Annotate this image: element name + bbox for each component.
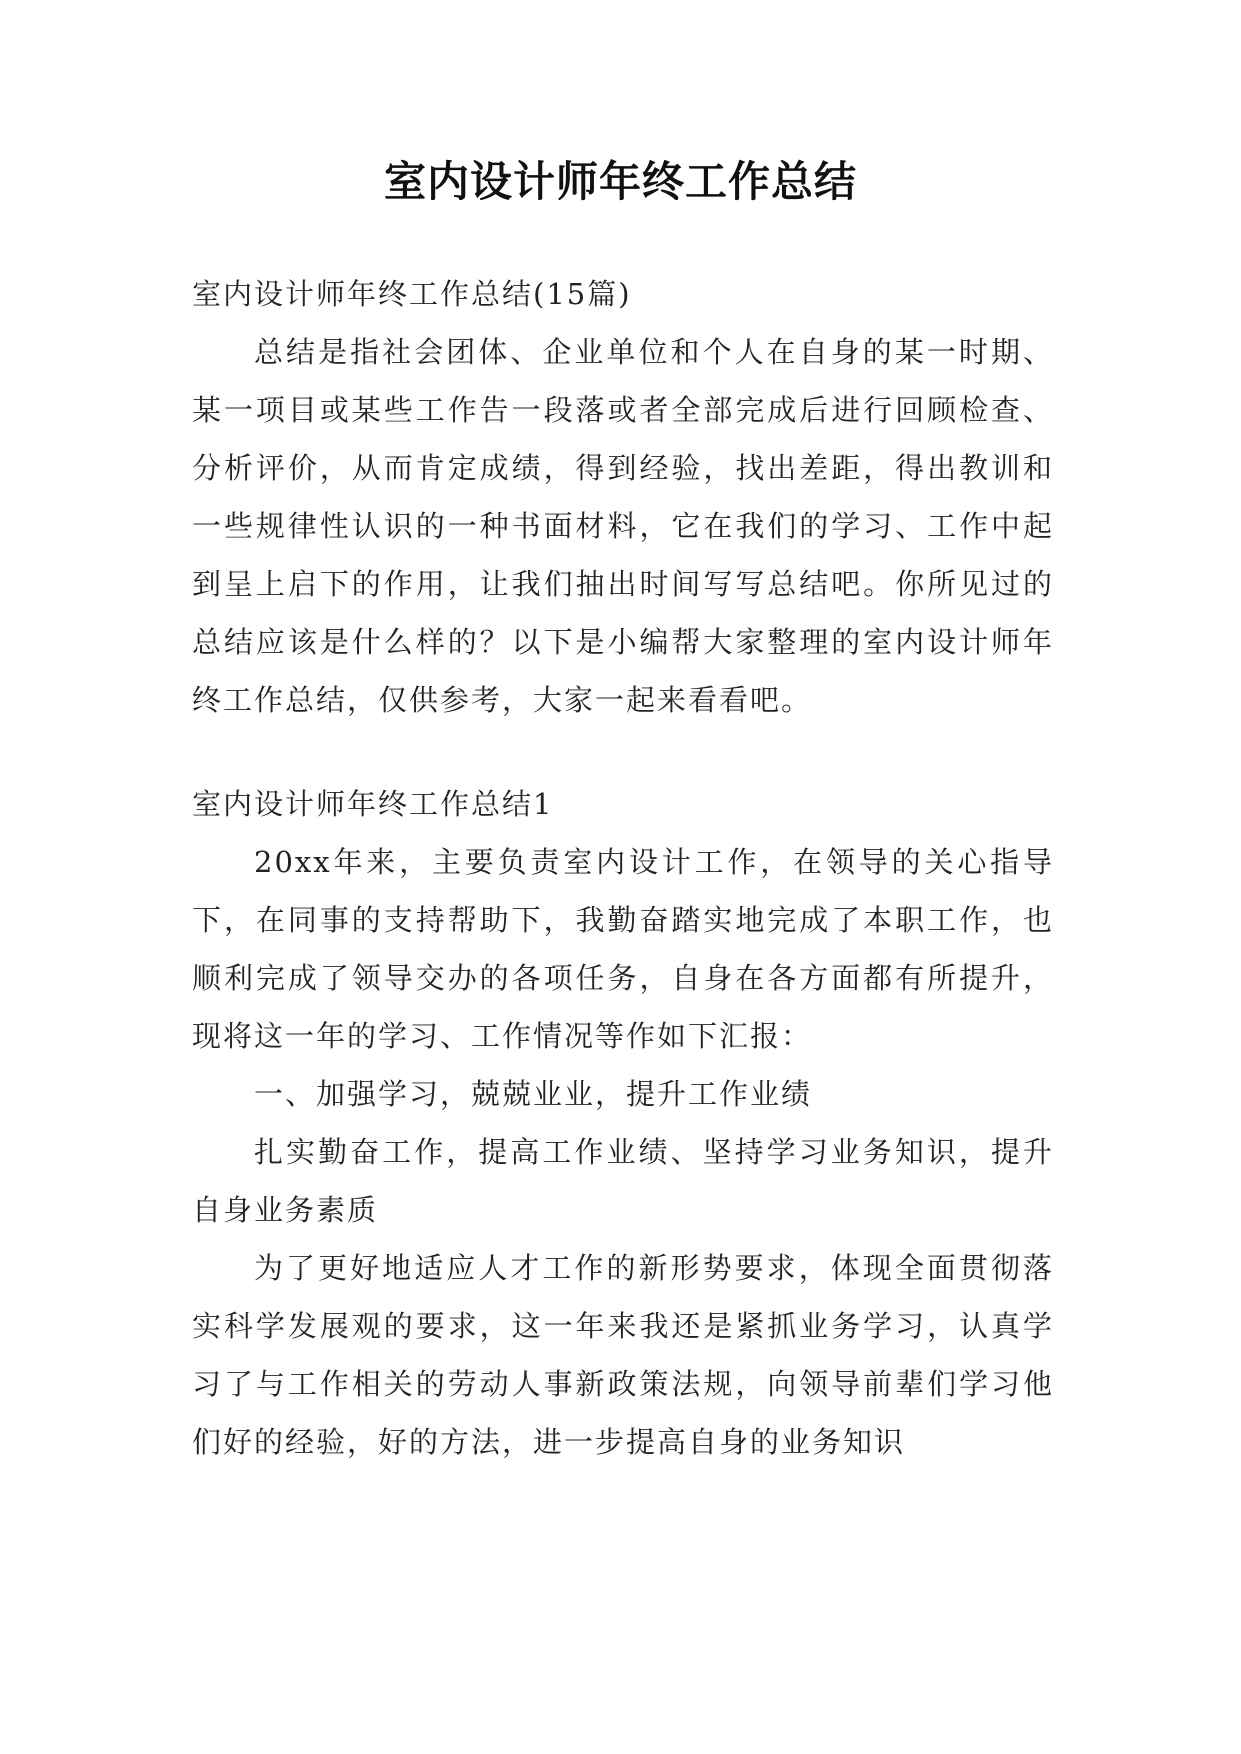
intro-section <box>192 265 1054 729</box>
section-1-paragraph-1: 20xx年来，主要负责室内设计工作，在领导的关心指导下，在同事的支持帮助下，我勤奋踏实地完成了本职工作，也顺利完成了领导交办的各项任务，自身在各方面都有所提升，现将这一年的学习、工作情况等作如下汇报： <box>192 845 1054 1053</box>
section-1-subheading: 一、加强学习，兢兢业业，提升工作业绩 <box>254 1077 813 1111</box>
section-1-paragraph-3: 为了更好地适应人才工作的新形势要求，体现全面贯彻落实科学发展观的要求，这一年来我还是紧抓业务学习，认真学习了与工作相关的劳动人事新政策法规，向领导前辈们学习他们好的经验，好的方法，进一步提高自身的业务知识 <box>192 1251 1054 1459</box>
section-1-heading: 室内设计师年终工作总结1 <box>192 787 554 821</box>
section-1 <box>192 775 1054 1471</box>
section-1-paragraph-2: 扎实勤奋工作，提高工作业绩、坚持学习业务知识，提升自身业务素质 <box>192 1135 1054 1227</box>
intro-heading: 室内设计师年终工作总结(15篇) <box>192 277 632 311</box>
document-title: 室内设计师年终工作总结 <box>383 157 857 206</box>
intro-paragraph: 总结是指社会团体、企业单位和个人在自身的某一时期、某一项目或某些工作告一段落或者全部完成后进行回顾检查、分析评价，从而肯定成绩，得到经验，找出差距，得出教训和一些规律性认识的一种书面材料，它在我们的学习、工作中起到呈上启下的作用，让我们抽出时间写写总结吧。你所见过的总结应该是什么样的？以下是小编帮大家整理的室内设计师年终工作总结，仅供参考，大家一起来看看吧。 <box>192 335 1054 717</box>
